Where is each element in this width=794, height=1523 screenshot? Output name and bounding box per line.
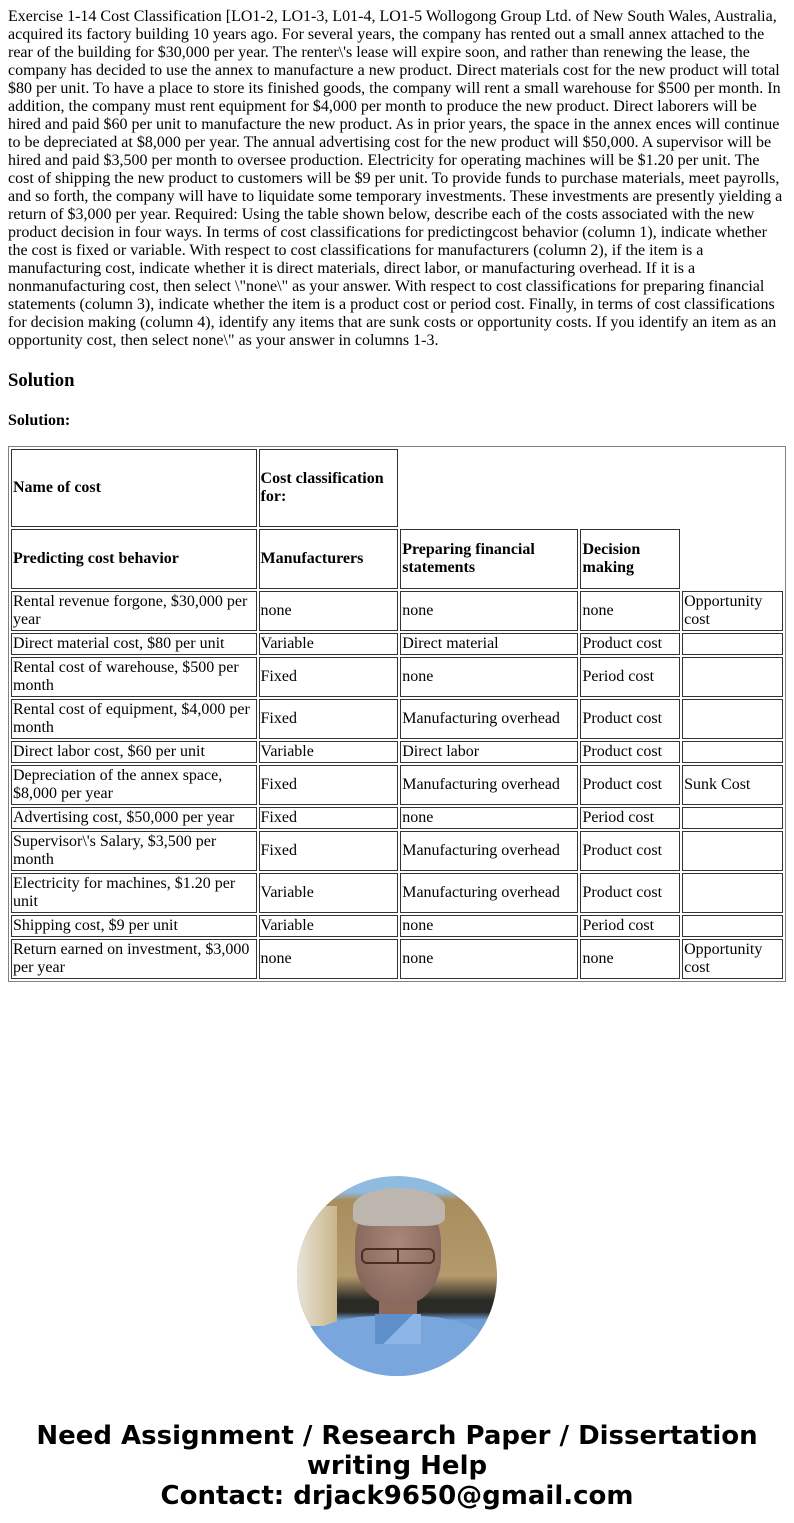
cell-manufacturers: none <box>400 939 578 979</box>
table-header-row-2 <box>11 529 783 589</box>
cell-financial-statements: Product cost <box>580 633 680 655</box>
cell-decision-making <box>682 699 783 739</box>
table-row <box>11 915 783 937</box>
avatar-container <box>8 1176 786 1376</box>
promo-banner <box>8 1421 786 1511</box>
cell-cost-behavior: Fixed <box>259 831 399 871</box>
table-row <box>11 633 783 655</box>
cell-financial-statements: Period cost <box>580 657 680 697</box>
cell-manufacturers: Direct labor <box>400 741 578 763</box>
cell-cost-behavior: Fixed <box>259 807 399 829</box>
cell-manufacturers: none <box>400 591 578 631</box>
cell-name-of-cost: Supervisor\'s Salary, $3,500 per month <box>11 831 257 871</box>
cell-name-of-cost: Shipping cost, $9 per unit <box>11 915 257 937</box>
cell-cost-behavior: Fixed <box>259 765 399 805</box>
cell-manufacturers: none <box>400 915 578 937</box>
table-row <box>11 939 783 979</box>
cell-financial-statements: Product cost <box>580 741 680 763</box>
cell-financial-statements: none <box>580 591 680 631</box>
cell-financial-statements: Product cost <box>580 699 680 739</box>
cell-financial-statements: Period cost <box>580 807 680 829</box>
cell-decision-making <box>682 873 783 913</box>
table-header-row-1 <box>11 449 783 527</box>
cell-financial-statements: Product cost <box>580 831 680 871</box>
cell-manufacturers: Manufacturing overhead <box>400 831 578 871</box>
cell-name-of-cost: Return earned on investment, $3,000 per year <box>11 939 257 979</box>
cell-name-of-cost: Direct material cost, $80 per unit <box>11 633 257 655</box>
cell-manufacturers: Manufacturing overhead <box>400 765 578 805</box>
header-name-of-cost: Name of cost <box>11 449 257 527</box>
header-predicting-cost-behavior: Predicting cost behavior <box>11 529 257 589</box>
profile-photo-icon <box>297 1176 497 1376</box>
table-row <box>11 807 783 829</box>
cell-cost-behavior: none <box>259 939 399 979</box>
header-preparing-financial-statements: Preparing financial statements <box>400 529 578 589</box>
cell-name-of-cost: Direct labor cost, $60 per unit <box>11 741 257 763</box>
table-row <box>11 873 783 913</box>
header-decision-making: Decision making <box>580 529 680 589</box>
cell-cost-behavior: Variable <box>259 741 399 763</box>
cell-manufacturers: none <box>400 657 578 697</box>
cell-cost-behavior: Variable <box>259 633 399 655</box>
cell-cost-behavior: Fixed <box>259 657 399 697</box>
cell-decision-making <box>682 915 783 937</box>
cell-financial-statements: Product cost <box>580 873 680 913</box>
promo-contact: Contact: drjack9650@gmail.com <box>160 1481 634 1511</box>
cell-name-of-cost: Rental cost of equipment, $4,000 per month <box>11 699 257 739</box>
cell-manufacturers: none <box>400 807 578 829</box>
cell-manufacturers: Manufacturing overhead <box>400 873 578 913</box>
table-row <box>11 699 783 739</box>
cell-decision-making: Sunk Cost <box>682 765 783 805</box>
table-row <box>11 765 783 805</box>
cell-name-of-cost: Rental revenue forgone, $30,000 per year <box>11 591 257 631</box>
cell-name-of-cost: Rental cost of warehouse, $500 per month <box>11 657 257 697</box>
promo-line-1: Need Assignment / Research Paper / Dissertation writing Help <box>36 1421 758 1481</box>
cell-decision-making: Opportunity cost <box>682 591 783 631</box>
cell-cost-behavior: Fixed <box>259 699 399 739</box>
cell-decision-making <box>682 807 783 829</box>
solution-subheading: Solution: <box>8 412 71 429</box>
cell-financial-statements: Period cost <box>580 915 680 937</box>
cell-cost-behavior: none <box>259 591 399 631</box>
cell-decision-making <box>682 633 783 655</box>
header-manufacturers: Manufacturers <box>259 529 399 589</box>
table-row <box>11 831 783 871</box>
table-row <box>11 657 783 697</box>
cell-decision-making: Opportunity cost <box>682 939 783 979</box>
cell-manufacturers: Manufacturing overhead <box>400 699 578 739</box>
cell-name-of-cost: Depreciation of the annex space, $8,000 per year <box>11 765 257 805</box>
cell-decision-making <box>682 741 783 763</box>
cell-decision-making <box>682 831 783 871</box>
table-row <box>11 741 783 763</box>
cell-decision-making <box>682 657 783 697</box>
header-cost-classification-for: Cost classification for: <box>259 449 399 527</box>
cost-classification-table <box>8 446 786 982</box>
cell-name-of-cost: Advertising cost, $50,000 per year <box>11 807 257 829</box>
cell-cost-behavior: Variable <box>259 873 399 913</box>
cell-financial-statements: none <box>580 939 680 979</box>
cell-name-of-cost: Electricity for machines, $1.20 per unit <box>11 873 257 913</box>
solution-heading: Solution <box>8 370 75 391</box>
table-row <box>11 591 783 631</box>
cell-cost-behavior: Variable <box>259 915 399 937</box>
cell-financial-statements: Product cost <box>580 765 680 805</box>
question-text: Exercise 1-14 Cost Classification [LO1-2, LO1-3, L01-4, LO1-5 Wollogong Group Ltd. of New South Wales, Australia, acquired its factory building 10 years ago. For several years, the company has rented out a small annex attached to the rear of the building for $30,000 per year. The renter\'s lease will expire soon, and rather than renewing the lease, the company has decided to use the annex to manufacture a new product. Direct materials cost for the new product will total $80 per unit. To have a place to store its finished goods, the company will rent a small warehouse for $500 per month. In addition, the company must rent equipment for $4,000 per month to produce the new product. Direct laborers will be hired and paid $60 per unit to manufacture the new product. As in prior years, the space in the annex ences will continue to be depreciated at $8,000 per year. The annual advertising cost for the new product will $50,000. A supervisor will be hired and paid $3,500 per month to oversee production. Electricity for operating machines will be $1.20 per unit. The cost of shipping the new product to customers will be $9 per unit. To provide funds to purchase materials, meet payrolls, and so forth, the company will have to liquidate some temporary investments. These investments are presently yielding a return of $3,000 per year. Required: Using the table shown below, describe each of the costs associated with the new product decision in four ways. In terms of cost classifications for predictingcost behavior (column 1), indicate whether the cost is fixed or variable. With respect to cost classifications for manufacturers (column 2), if the item is a manufacturing cost, indicate whether it is direct materials, direct labor, or manufacturing overhead. If it is a nonmanufacturing cost, then select \"none\" as your answer. With respect to cost classifications for preparing financial statements (column 3), indicate whether the item is a product cost or period cost. Finally, in terms of cost classifications for decision making (column 4), identify any items that are sunk costs or opportunity costs. If you identify an item as an opportunity cost, then select none\" as your answer in columns 1-3. <box>8 8 783 349</box>
cell-manufacturers: Direct material <box>400 633 578 655</box>
